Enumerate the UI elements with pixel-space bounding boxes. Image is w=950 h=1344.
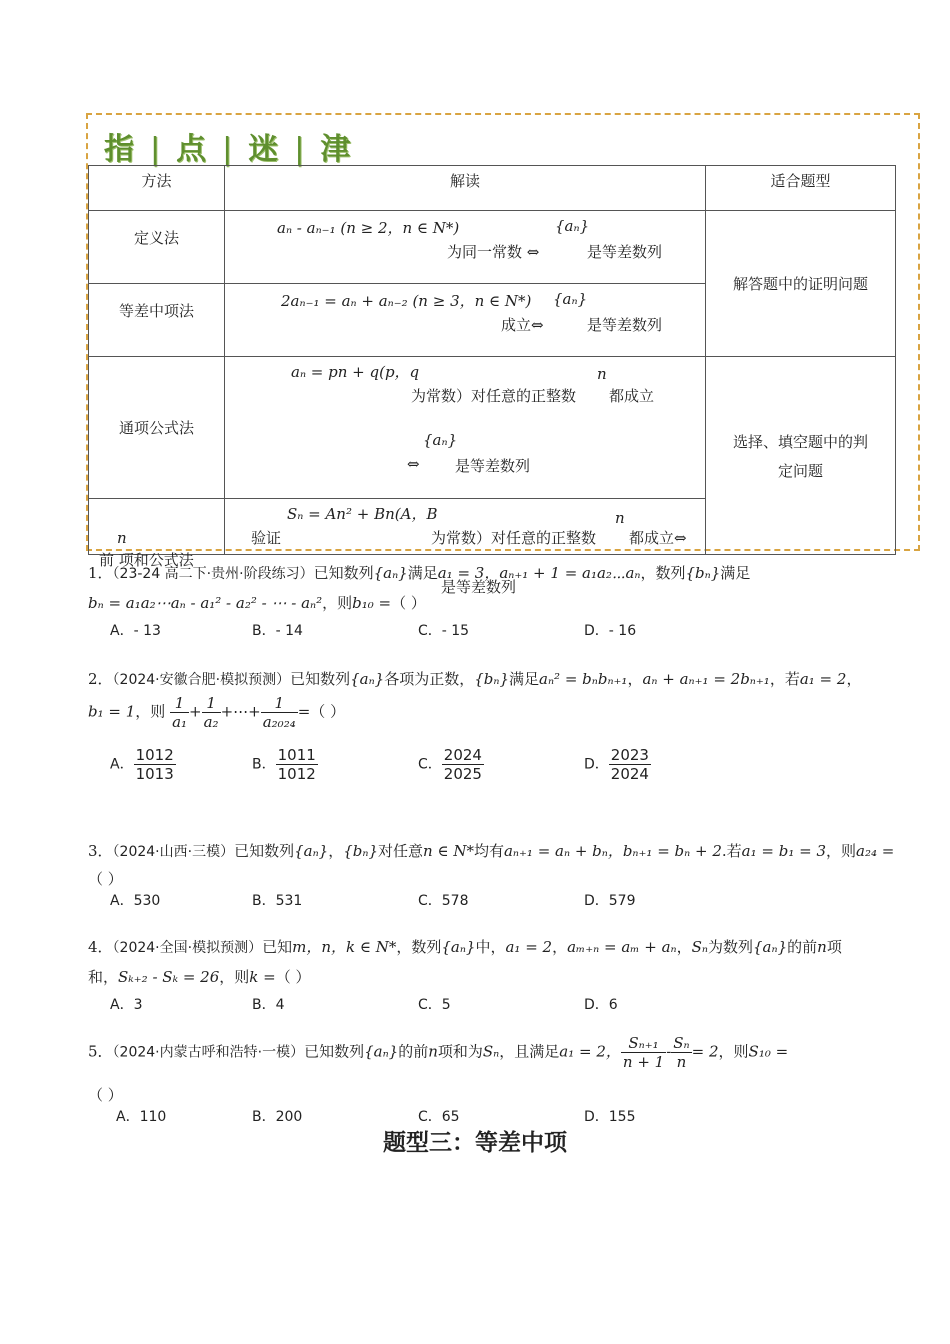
text: 前 项和公式法	[99, 551, 194, 569]
q3-option-a[interactable]: A．530	[110, 893, 161, 909]
question-1-line2: bₙ = a₁a₂⋯aₙ - a₁² - a₂² - ⋯ - aₙ²，则b₁₀ =（ ）	[88, 594, 426, 612]
arith-mean-interpretation	[225, 284, 706, 357]
banner-separator: |	[222, 132, 235, 167]
q2-option-b[interactable]: B． $\frac{1011}{1012}$	[252, 746, 316, 783]
text: 成立⇔	[501, 316, 544, 334]
question-4-line2: 和，Sₖ₊₂ - Sₖ = 26，则k =（ ）	[88, 968, 311, 986]
type-judgement: 选择、填空题中的判 定问题	[706, 357, 896, 555]
q2-option-c[interactable]: C． $\frac{2024}{2025}$	[418, 746, 482, 783]
q1-option-b[interactable]: B．- 14	[252, 623, 303, 639]
text: 是等差数列	[455, 457, 531, 475]
q5-option-d[interactable]: D．155	[584, 1109, 636, 1125]
question-5: 5．（2024·内蒙古呼和浩特·一模）已知数列{aₙ}的前n项和为Sₙ，且满足a₁ = 2， $\frac{\text{Sₙ₊₁}}{n + 1}$ - $\frac{\text{Sₙ}}{n}$ = 2，则S₁₀ =	[88, 1034, 789, 1071]
formula: {aₙ}	[553, 290, 588, 308]
question-3: 3．（2024·山西·三模）已知数列{aₙ}，{bₙ}对任意n ∈ N*均有aₙ₊₁ = aₙ + bₙ，bₙ₊₁ = bₙ + 2.若a₁ = b₁ = 3，则a₂₄ =	[88, 842, 895, 860]
q4-option-b[interactable]: B．4	[252, 997, 285, 1013]
q5-option-b[interactable]: B．200	[252, 1109, 303, 1125]
q3-option-b[interactable]: B．531	[252, 893, 303, 909]
method-general-term: 通项公式法	[89, 357, 225, 499]
text: 都成立⇔	[629, 529, 687, 547]
fraction: $\frac{1}{\text{a₂}}$	[203, 694, 219, 731]
banner-char: 点	[176, 132, 209, 167]
q3-option-c[interactable]: C．578	[418, 893, 469, 909]
q5-option-a[interactable]: A．110	[116, 1109, 167, 1125]
text: 是等差数列	[441, 578, 517, 596]
formula: {aₙ}	[423, 431, 458, 449]
q1-option-d[interactable]: D．- 16	[584, 623, 637, 639]
q4-option-a[interactable]: A．3	[110, 997, 143, 1013]
fraction: $\frac{\text{Sₙ}}{n}$	[673, 1034, 690, 1071]
formula: n	[117, 529, 127, 547]
q1-option-c[interactable]: C．- 15	[418, 623, 470, 639]
q4-option-d[interactable]: D．6	[584, 997, 618, 1013]
formula: Sₙ = An² + Bn(A，B	[287, 505, 438, 523]
sum-formula-interpretation	[225, 499, 706, 555]
fraction: $\frac{1}{\text{a₂₀₂₄}}$	[262, 694, 296, 731]
type-proof: 解答题中的证明问题	[706, 211, 896, 357]
text: 为同一常数 ⇔	[447, 243, 540, 261]
tips-banner	[104, 124, 352, 168]
section-title: 题型三：等差中项	[383, 1130, 567, 1156]
banner-char: 指	[104, 132, 136, 167]
banner-char: 迷	[248, 132, 281, 167]
header-interpretation: 解读	[225, 166, 706, 211]
method-sum-formula	[89, 499, 225, 569]
definition-interpretation	[225, 211, 706, 284]
header-question-type: 适合题型	[706, 166, 896, 211]
q1-option-a[interactable]: A．- 13	[110, 623, 161, 639]
q5-option-c[interactable]: C．65	[418, 1109, 460, 1125]
text: 为常数）对任意的正整数	[411, 387, 577, 405]
formula: n	[615, 509, 625, 527]
q3-option-d[interactable]: D．579	[584, 893, 636, 909]
question-2-line2: b₁ = 1，则 $\frac{1}{\text{a₁}}$ + $\frac{1}{\text{a₂}}$ +⋯+ $\frac{1}{\text{a₂₀₂₄}}$ =（ ）	[88, 694, 346, 731]
formula: n	[597, 365, 607, 383]
formula: aₙ = pn + q(p，q	[291, 363, 420, 381]
question-2: 2．（2024·安徽合肥·模拟预测）已知数列{aₙ}各项为正数，{bₙ}满足aₙ² = bₙbₙ₊₁，aₙ + aₙ₊₁ = 2bₙ₊₁，若a₁ = 2，	[88, 670, 862, 688]
text: ⇔	[407, 455, 420, 473]
text: 都成立	[609, 387, 655, 405]
fraction: $\frac{\text{Sₙ₊₁}}{n + 1}$	[622, 1034, 665, 1071]
q2-option-a[interactable]: A． $\frac{1012}{1013}$	[110, 746, 174, 783]
q2-option-d[interactable]: D． $\frac{2023}{2024}$	[584, 746, 649, 783]
banner-char: 津	[320, 132, 353, 167]
formula: 2aₙ₋₁ = aₙ + aₙ₋₂ (n ≥ 3，n ∈ N*)	[281, 292, 532, 310]
method-arith-mean: 等差中项法	[89, 284, 225, 357]
header-method: 方法	[89, 166, 225, 211]
method-definition: 定义法	[89, 211, 225, 284]
text: 是等差数列	[587, 316, 663, 334]
general-term-interpretation	[225, 357, 706, 499]
formula: {aₙ}	[555, 217, 590, 235]
banner-separator: |	[294, 132, 307, 167]
question-4: 4．（2024·全国·模拟预测）已知m，n，k ∈ N*，数列{aₙ}中，a₁ = 2，aₘ₊ₙ = aₘ + aₙ，Sₙ为数列{aₙ}的前n项	[88, 938, 842, 956]
question-5-line2: （ ）	[88, 1086, 123, 1104]
fraction: $\frac{1}{\text{a₁}}$	[172, 694, 188, 731]
banner-separator: |	[150, 132, 163, 167]
q4-option-c[interactable]: C．5	[418, 997, 451, 1013]
text: 是等差数列	[587, 243, 663, 261]
method-table	[88, 165, 896, 569]
question-1: 1．（23-24 高二下·贵州·阶段练习）已知数列{aₙ}满足a₁ = 3，aₙ₊₁ + 1 = a₁a₂⋯aₙ，数列{bₙ}满足	[88, 564, 751, 582]
text: 为常数）对任意的正整数	[431, 529, 597, 547]
formula: aₙ - aₙ₋₁ (n ≥ 2，n ∈ N*)	[277, 219, 460, 237]
question-3-line2: （ ）	[88, 870, 123, 888]
text: 验证	[251, 529, 282, 547]
